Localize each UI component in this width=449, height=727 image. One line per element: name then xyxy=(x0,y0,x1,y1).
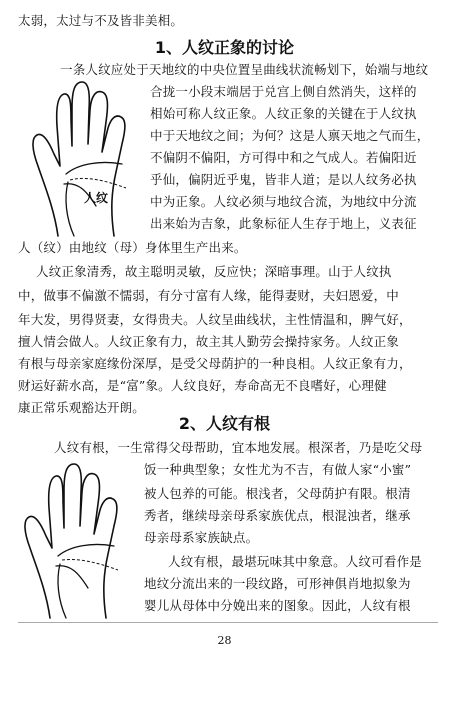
s1-line-15: 财运好薪水高，是“富”象。人纹良好，寿命高无不良嗜好，心理健 xyxy=(18,378,387,393)
s2-line-4: 秀者，继续母亲母系家族优点，根混浊者，继承 xyxy=(144,508,411,523)
s2-line-3: 被人包养的可能。根浅者，父母荫护有限。根清 xyxy=(144,486,411,501)
section1-heading: 1、人纹正象的讨论 xyxy=(154,38,295,57)
section2-heading: 2、人纹有根 xyxy=(178,414,271,433)
s1-line-6: 乎仙，偏阴近乎鬼，皆非人道；是以人纹务必执 xyxy=(150,172,417,187)
s2-line-1: 人纹有根，一生常得父母帮助，宜本地发展。根深者，乃是吃父母 xyxy=(54,440,423,455)
s1-line-11: 中，做事不偏激不懦弱，有分寸富有人缘，能得妻财，夫妇恩爱，中 xyxy=(18,288,400,303)
s1-line-2: 合拢一小段末端居于兑宫上侧自然消失，这样的 xyxy=(150,84,417,99)
s1-line-4: 中于天地纹之间；为何？这是人禀天地之气而生， xyxy=(150,128,430,143)
palm-illustration-1 xyxy=(26,80,148,240)
s2-line-6: 人纹有根，最堪玩味其中象意。人纹可看作是 xyxy=(168,554,423,569)
s1-line-16: 康正常乐观豁达开朗。 xyxy=(18,400,146,415)
s1-line-8: 出来始为吉象，此象标征人生存于地上，义表征 xyxy=(150,216,417,231)
s1-line-13: 擅人情会做人。人纹正象有力，故主其人勤劳会操持家务。人纹正象 xyxy=(18,334,400,349)
page-divider xyxy=(18,622,438,623)
s2-line-8: 婴儿从母体中分娩出来的图象。因此，人纹有根 xyxy=(144,598,411,613)
s1-line-1: 一条人纹应处于天地纹的中央位置呈曲线状流畅划下，始端与地纹 xyxy=(60,62,429,77)
s1-line-12: 年大发，男得贤妻，女得贵夫。人纹呈曲线状，主性情温和，脾气好， xyxy=(18,312,412,327)
s2-line-5: 母亲母系家族缺点。 xyxy=(144,530,259,545)
palm-label-renwen: 人纹 xyxy=(84,191,109,205)
s1-line-3: 相始可称人纹正象。人纹正象的关键在于人纹执 xyxy=(150,106,417,121)
s1-line-9: 人（纹）由地纹（母）身体里生产出来。 xyxy=(18,240,247,255)
s1-line-14: 有根与母亲家庭缘份深厚，是受父母荫护的一种良相。人纹正象有力， xyxy=(18,356,412,371)
s1-line-10: 人纹正象清秀，故主聪明灵敏，反应快；深暗事理。山于人纹执 xyxy=(36,264,392,279)
page-number: 28 xyxy=(217,634,232,647)
palm-illustration-2 xyxy=(20,460,140,622)
s1-line-7: 中为正象。人纹必须与地纹合流，为地纹中分流 xyxy=(150,194,417,209)
s2-line-2: 饭一种典型象；女性尤为不吉，有做人家“小蜜” xyxy=(144,462,412,477)
intro-line: 太弱，太过与不及皆非美相。 xyxy=(18,13,184,28)
s2-line-7: 地纹分流出来的一段纹路，可形神俱肖地拟象为 xyxy=(144,576,411,591)
s1-line-5: 不偏阴不偏阳，方可得中和之气成人。若偏阳近 xyxy=(150,150,417,165)
